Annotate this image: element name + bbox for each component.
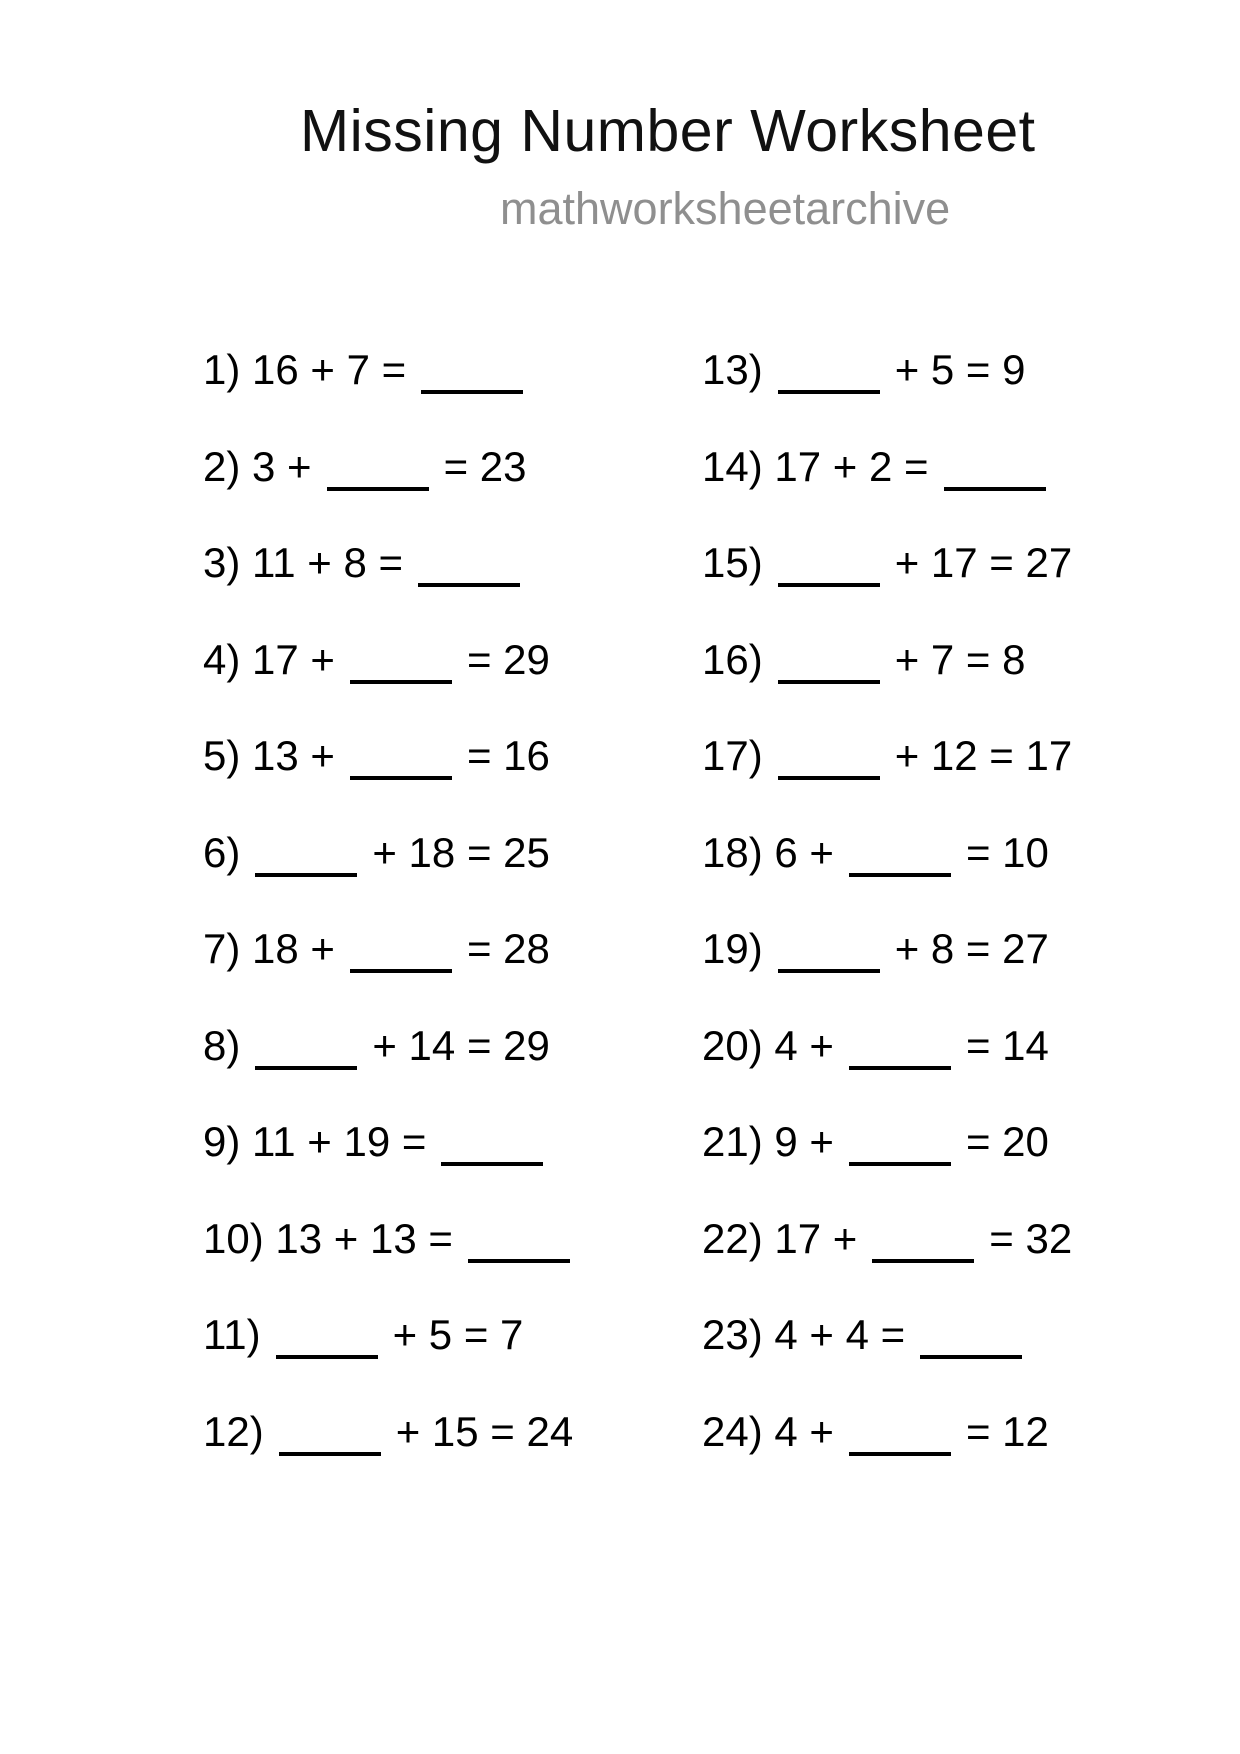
problem-row-11: [203, 1287, 702, 1384]
problem-text-after: + 12 = 17: [894, 732, 1073, 779]
problem-text-before: 13): [702, 346, 763, 393]
problem-row-23: [702, 1287, 1072, 1384]
problem-text-before: 7) 18 +: [203, 925, 335, 972]
worksheet-subtitle: mathworksheetarchive: [500, 183, 951, 234]
problem-text-before: 9) 11 + 19 =: [203, 1118, 427, 1165]
problem-row-9: [203, 1094, 702, 1191]
answer-blank: [350, 969, 452, 973]
answer-blank: [872, 1259, 974, 1263]
problem-text-before: 8): [203, 1021, 241, 1069]
problem-text-after: + 7 = 8: [894, 635, 1026, 683]
problem-text-before: 6): [203, 828, 241, 876]
problem-row-21: [702, 1094, 1072, 1191]
problem-row-7: [203, 901, 702, 998]
answer-blank: [421, 390, 523, 394]
problem-text-after: = 10: [965, 828, 1049, 876]
problem-text-after: + 14 = 29: [372, 1021, 550, 1069]
problem-text-after: = 28: [466, 925, 550, 972]
answer-blank: [441, 1162, 543, 1166]
problem-row-3: [203, 515, 702, 612]
answer-blank: [468, 1259, 570, 1263]
problem-row-12: [203, 1384, 702, 1481]
problem-text-before: 11): [203, 1311, 261, 1358]
answer-blank: [778, 969, 880, 973]
problem-row-18: [702, 805, 1072, 902]
answer-blank: [778, 390, 880, 394]
problem-row-6: [203, 805, 702, 902]
answer-blank: [255, 1066, 357, 1070]
answer-blank: [778, 776, 880, 780]
problem-text-before: 24) 4 +: [702, 1407, 834, 1455]
answer-blank: [327, 487, 429, 491]
answer-blank: [849, 1162, 951, 1166]
problem-row-14: [702, 419, 1072, 516]
answer-blank: [350, 680, 452, 684]
problem-text-after: + 8 = 27: [894, 925, 1049, 972]
problem-row-15: [702, 515, 1072, 612]
problem-row-2: [203, 419, 702, 516]
problem-text-before: 17): [702, 732, 763, 779]
problem-text-before: 21) 9 +: [702, 1118, 834, 1165]
problem-text-after: + 15 = 24: [395, 1407, 574, 1455]
problem-text-after: = 12: [965, 1407, 1049, 1455]
answer-blank: [778, 583, 880, 587]
problem-row-19: [702, 901, 1072, 998]
answer-blank: [849, 1452, 951, 1456]
answer-blank: [279, 1452, 381, 1456]
problem-row-8: [203, 998, 702, 1095]
answer-blank: [849, 873, 951, 877]
problem-text-after: = 23: [443, 442, 527, 490]
problem-row-4: [203, 612, 702, 709]
problem-text-before: 2) 3 +: [203, 442, 312, 490]
problem-text-after: + 17 = 27: [894, 539, 1073, 586]
problem-text-after: = 29: [466, 635, 550, 683]
problem-text-before: 22) 17 +: [702, 1214, 858, 1262]
problem-text-before: 12): [203, 1407, 264, 1455]
answer-blank: [350, 776, 452, 780]
problem-row-13: [702, 322, 1072, 419]
problem-row-22: [702, 1191, 1072, 1288]
problem-text-after: + 5 = 9: [894, 346, 1026, 393]
problem-row-20: [702, 998, 1072, 1095]
problem-text-before: 5) 13 +: [203, 732, 335, 779]
problems-grid: [203, 322, 1072, 1480]
problem-text-after: = 20: [965, 1118, 1049, 1165]
answer-blank: [418, 583, 520, 587]
problem-text-before: 3) 11 + 8 =: [203, 539, 404, 586]
problem-text-after: = 32: [989, 1214, 1073, 1262]
problem-text-before: 16): [702, 635, 763, 683]
problem-row-24: [702, 1384, 1072, 1481]
problem-text-after: = 16: [466, 732, 550, 779]
answer-blank: [255, 873, 357, 877]
problem-row-5: [203, 708, 702, 805]
problem-text-after: + 5 = 7: [392, 1311, 524, 1358]
problem-text-before: 15): [702, 539, 763, 586]
problem-row-16: [702, 612, 1072, 709]
problem-text-before: 23) 4 + 4 =: [702, 1311, 906, 1358]
problem-text-after: = 14: [965, 1021, 1049, 1069]
problem-text-before: 4) 17 +: [203, 635, 335, 683]
answer-blank: [849, 1066, 951, 1070]
problem-row-17: [702, 708, 1072, 805]
problem-text-after: + 18 = 25: [372, 828, 550, 876]
worksheet-title: Missing Number Worksheet: [300, 98, 1036, 164]
answer-blank: [778, 680, 880, 684]
answer-blank: [920, 1355, 1022, 1359]
problem-text-before: 14) 17 + 2 =: [702, 442, 929, 490]
problem-row-1: [203, 322, 702, 419]
problem-text-before: 1) 16 + 7 =: [203, 346, 407, 393]
answer-blank: [276, 1355, 378, 1359]
problem-text-before: 20) 4 +: [702, 1021, 834, 1069]
problem-row-10: [203, 1191, 702, 1288]
problem-text-before: 19): [702, 925, 763, 972]
answer-blank: [944, 487, 1046, 491]
problem-text-before: 18) 6 +: [702, 828, 834, 876]
problem-text-before: 10) 13 + 13 =: [203, 1214, 453, 1262]
